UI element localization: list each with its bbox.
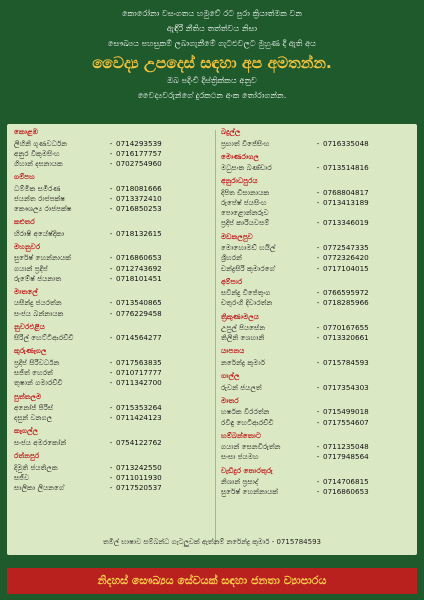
doctor-name: දසුන් වනගල: [14, 413, 53, 423]
separator-dash: -: [316, 198, 320, 208]
doctor-name: පොළොන්නරුව: [221, 208, 269, 218]
doctor-name: දිපිත ඩිසානායක: [221, 187, 270, 197]
doctor-name: ගයාන් සෙනවිරුත්න: [221, 442, 281, 452]
doctor-row: [14, 184, 212, 194]
district-heading: කුරුණෑගල: [14, 346, 47, 356]
district-heading: මහනුවර: [14, 241, 41, 251]
separator-dash: -: [109, 462, 113, 472]
phone-number[interactable]: 0715784593: [323, 357, 369, 367]
phone-number[interactable]: 0713242550: [116, 462, 162, 472]
separator-dash: -: [316, 357, 320, 367]
separator-dash: -: [109, 193, 113, 203]
district-heading: පුත්තලම: [14, 391, 42, 401]
header-line-3: සෞඛ්‍යය පහසුකම් ලබාගැනීමේ ගැටළුවලට මුහුණ දී ඇති අය: [107, 38, 317, 48]
main-title: වෛද්‍ය උපදෙස් සඳහා අප අමතන්න.: [92, 54, 332, 72]
phone-number[interactable]: 0718081666: [116, 183, 162, 193]
doctor-row: [221, 253, 415, 263]
phone-number[interactable]: 0754122762: [116, 437, 162, 447]
doctor-row: [14, 298, 212, 308]
doctor-name: ප්‍රදීප් සිරිවර්ධන: [14, 357, 60, 367]
separator-dash: -: [109, 368, 113, 378]
phone-number[interactable]: 0716335048: [323, 138, 369, 148]
phone-number[interactable]: 0711342700: [116, 378, 162, 388]
doctor-row: [221, 358, 415, 368]
doctor-name: යසීන්දු ජයරත්න: [14, 298, 62, 308]
separator-dash: -: [109, 273, 113, 283]
doctor-row: [221, 139, 415, 149]
header-line-5: ඔබ පදිංචි දිස්ත්‍රික්කය අනුව: [167, 75, 257, 85]
phone-number[interactable]: 0768804817: [323, 187, 369, 197]
footer-banner: නිදහස් සෞඛ්‍යය සේවයක් සඳහා ජනතා ව්‍යාපාරය: [7, 568, 417, 594]
district-heading: කොළඹ: [14, 127, 38, 136]
phone-number[interactable]: 0713514816: [323, 163, 369, 173]
separator-dash: -: [109, 413, 113, 423]
footer: [0, 555, 424, 600]
doctor-name: ගිහාන් දසනායක: [14, 158, 63, 168]
separator-dash: -: [109, 482, 113, 492]
separator-dash: -: [316, 163, 320, 173]
district-heading: යාපනය: [221, 346, 245, 356]
doctor-name: මධුසංක බණ්ඩාර: [221, 163, 272, 173]
phone-number[interactable]: 0716860653: [323, 487, 369, 497]
doctor-name: ප්‍රදීප් කාරියවසම්: [221, 218, 270, 228]
phone-number[interactable]: 0713346019: [323, 218, 369, 228]
doctor-row: [14, 194, 212, 204]
phone-number[interactable]: 0718132615: [116, 228, 162, 238]
doctor-row: [221, 452, 415, 462]
phone-number[interactable]: 0713413189: [323, 198, 369, 208]
doctor-name: නිශාන් ප්‍රසාද්: [221, 477, 259, 487]
phone-number[interactable]: 0766595972: [323, 288, 369, 298]
phone-number[interactable]: 0715499018: [323, 407, 369, 417]
phone-number[interactable]: 0716177757: [116, 148, 162, 158]
separator-dash: -: [316, 477, 320, 487]
doctor-name: කෞශල්‍ය රාජපක්ෂ: [14, 203, 72, 213]
doctor-name: සුරේෂ් හෙන්නායක්: [221, 487, 279, 497]
doctor-row: [14, 483, 212, 493]
separator-dash: -: [109, 203, 113, 213]
doctor-name: සංසා ජයමහ: [221, 452, 259, 462]
doctor-row: [221, 442, 415, 452]
doctor-row: [14, 159, 212, 169]
phone-number[interactable]: 0717104015: [323, 263, 369, 273]
doctor-row: [14, 333, 212, 343]
doctor-name: නරේන්ද්‍ර කුමාර්: [221, 357, 266, 367]
phone-number[interactable]: 0713372410: [116, 193, 162, 203]
phone-number[interactable]: 0770167655: [323, 323, 369, 333]
doctor-name: චන්ද්‍රසිරි කුමාරගේ: [221, 263, 275, 273]
phone-number[interactable]: 0776229458: [116, 308, 162, 318]
doctor-name: අනුර විකුමසිංහ: [14, 148, 60, 158]
separator-dash: -: [109, 403, 113, 412]
doctor-name: උපුල් පියසේන: [221, 323, 266, 333]
separator-dash: -: [316, 243, 320, 253]
phone-number[interactable]: 0714293539: [116, 138, 162, 148]
doctor-row: [221, 243, 415, 253]
header-line-2: ඇඳිරි නීතිය තත්ත්වය නිසා: [166, 23, 258, 33]
separator-dash: [313, 208, 323, 218]
doctor-name: තිලිනි ශෙහානි: [221, 333, 265, 343]
doctor-name: තුෂාන් ගමාරච්චි: [14, 378, 63, 388]
district-heading: බදුල්ල: [221, 127, 241, 136]
district-heading: නුවරඑළිය: [14, 321, 45, 331]
doctor-name: චතුරංගි දිවාරත්න: [221, 298, 273, 308]
district-heading: කෑගල්ල: [14, 426, 38, 436]
doctor-name: අනෝජ් පීරිස්: [14, 403, 54, 412]
separator-dash: -: [109, 253, 113, 263]
separator-dash: -: [316, 452, 320, 462]
district-heading: අනුරාධපුරය: [221, 176, 258, 186]
doctor-name: දිමුති ජයතිලක: [14, 462, 58, 472]
doctor-name: ලිහිනි ගුණවර්ධන: [14, 138, 68, 148]
doctor-name: සාලිකා ලියනගේ: [14, 482, 65, 492]
doctor-row: [221, 218, 415, 228]
phone-number[interactable]: 0711424123: [116, 413, 162, 423]
district-heading: මාතර: [221, 395, 239, 405]
separator-dash: -: [316, 298, 320, 308]
phone-number[interactable]: 0714564277: [116, 333, 162, 343]
phone-number[interactable]: 0717563835: [116, 357, 162, 367]
separator-dash: -: [109, 228, 113, 238]
doctor-row: [14, 309, 212, 319]
district-heading: මඩකලපුව: [221, 231, 253, 241]
doctor-name: සංජය බන්නායක: [14, 308, 64, 318]
doctor-name: ජයන්ත රාජපක්ෂ: [14, 193, 66, 203]
phone-number[interactable]: 0711235048: [323, 442, 369, 452]
phone-number[interactable]: 0717520537: [116, 482, 162, 492]
separator-dash: -: [316, 407, 320, 417]
district-heading: හම්බන්තොට: [221, 430, 262, 440]
header-line-1: කොරෝනා වසංගතය හමුවේ රට පුරා ක්‍රියාත්මක වන: [121, 8, 303, 18]
separator-dash: -: [316, 138, 320, 148]
phone-number[interactable]: 0710717777: [116, 368, 162, 378]
doctor-row: [14, 403, 212, 413]
doctor-row: [14, 413, 212, 423]
doctor-row: [221, 163, 415, 173]
doctor-name: සවින්දු විජේතුංග: [221, 288, 271, 298]
doctor-name: සජීව: [14, 472, 30, 482]
doctor-name: රුපේෂ් ජයසිංහ: [221, 198, 267, 208]
district-heading: වැඩිදුර තොරතුරු: [221, 465, 273, 475]
separator-dash: -: [316, 263, 320, 273]
district-heading: මාතලේ: [14, 286, 38, 296]
doctor-row: [221, 418, 415, 428]
doctor-row: [14, 463, 212, 473]
doctor-row: [14, 139, 212, 149]
separator-dash: -: [109, 437, 113, 447]
separator-dash: -: [109, 183, 113, 193]
phone-number[interactable]: [323, 208, 415, 218]
doctor-row: [221, 188, 415, 198]
separator-dash: -: [109, 148, 113, 158]
phone-number[interactable]: 0717554607: [323, 417, 369, 427]
phone-number[interactable]: 0714706815: [323, 477, 369, 487]
district-heading: කළුතර: [14, 217, 35, 227]
doctor-name: හර්ෂක වීරරත්න: [221, 407, 270, 417]
doctor-row: [14, 358, 212, 368]
doctor-row: [14, 229, 212, 239]
separator-dash: -: [109, 378, 113, 388]
separator-dash: -: [316, 288, 320, 298]
separator-dash: -: [109, 138, 113, 148]
doctor-row: [14, 378, 212, 388]
phone-number[interactable]: 0713540865: [116, 298, 162, 308]
doctor-name: මොහොමඩ් හයිල්: [221, 243, 276, 253]
doctor-row: [221, 407, 415, 417]
doctor-name: සංජය අමරකෝන්: [14, 437, 67, 447]
separator-dash: -: [316, 323, 320, 333]
district-heading: අම්පාර: [221, 276, 243, 286]
left-column: [14, 124, 212, 493]
separator-dash: -: [316, 253, 320, 263]
doctor-name: රුමේෂ් ජයනාත: [14, 273, 62, 283]
separator-dash: -: [316, 187, 320, 197]
doctor-row: [221, 208, 415, 218]
doctor-name: රුවන් ජයලත්: [221, 382, 262, 392]
phone-number[interactable]: 0717354303: [323, 382, 369, 392]
column-divider: [215, 130, 216, 545]
doctor-row: [221, 288, 415, 298]
separator-dash: -: [316, 333, 320, 343]
header-line-6: වෛද්‍යවරුන්ගේ දුරකථන අංක තෝරාගන්න.: [137, 90, 287, 100]
doctor-row: [221, 477, 415, 487]
doctor-row: [221, 383, 415, 393]
separator-dash: -: [316, 442, 320, 452]
separator-dash: -: [109, 298, 113, 308]
phone-number[interactable]: 0713320661: [323, 333, 369, 343]
district-heading: ගම්පහ: [14, 172, 35, 182]
separator-dash: -: [109, 472, 113, 482]
phone-number[interactable]: 0772547335: [323, 243, 369, 253]
doctor-name: ප්‍රභාත් විජේසිංහ: [221, 138, 270, 148]
doctor-name: සිරිල් හෙට්ටිආරච්චි: [14, 333, 74, 343]
doctor-row: [14, 473, 212, 483]
doctor-row: [14, 204, 212, 214]
district-heading: ත්‍රිකුණාමලය: [221, 311, 259, 321]
phone-number[interactable]: 0772326420: [323, 253, 369, 263]
doctor-row: [221, 487, 415, 497]
doctor-row: [14, 264, 212, 274]
doctor-name: හිරාෂි අයේෂ්දිකා: [14, 228, 65, 238]
separator-dash: -: [109, 333, 113, 343]
doctor-name: සුරේෂ් හෙන්නායක්: [14, 253, 72, 263]
doctor-name: රවිඳු හෙටිආරච්චි: [221, 417, 274, 427]
separator-dash: -: [316, 382, 320, 392]
phone-number[interactable]: 0711011930: [116, 472, 162, 482]
phone-number[interactable]: 0717948564: [323, 452, 369, 462]
separator-dash: -: [316, 218, 320, 228]
phone-number[interactable]: 0718285966: [323, 298, 369, 308]
doctor-row: [221, 333, 415, 343]
separator-dash: -: [109, 263, 113, 273]
separator-dash: -: [316, 487, 320, 497]
directory-panel: [7, 124, 417, 555]
doctor-row: [14, 253, 212, 263]
doctor-row: [221, 298, 415, 308]
phone-number[interactable]: 0702754960: [116, 158, 162, 168]
district-heading: ගාල්ල: [221, 371, 240, 381]
doctor-row: [14, 438, 212, 448]
doctor-row: [221, 323, 415, 333]
separator-dash: -: [316, 417, 320, 427]
phone-number[interactable]: 0716850253: [116, 203, 162, 213]
separator-dash: -: [109, 158, 113, 168]
doctor-row: [221, 198, 415, 208]
separator-dash: -: [109, 308, 113, 318]
doctor-name: ධම්මික සමිරණ: [14, 183, 61, 193]
doctor-name: සජිත් හෙරත්: [14, 368, 53, 378]
separator-dash: -: [109, 357, 113, 367]
phone-number[interactable]: 0718101451: [116, 273, 162, 283]
doctor-name: ශ්‍රීහරන්: [221, 253, 242, 263]
doctor-row: [14, 274, 212, 284]
header: [0, 0, 424, 124]
doctor-row: [14, 149, 212, 159]
doctor-row: [221, 264, 415, 274]
right-column: [221, 124, 415, 497]
phone-number[interactable]: 0716860653: [116, 253, 162, 263]
doctor-row: [14, 368, 212, 378]
contact-line: තමිල් භාෂාව සම්බන්ධ ගැටලුවක් ඇත්නම් නරේන්ද්‍ර කුමාර් - 0715784593: [103, 538, 321, 546]
district-heading: මොණරාගල: [221, 151, 259, 161]
district-heading: රත්නපුර: [14, 451, 40, 461]
phone-number[interactable]: 0715353264: [116, 403, 162, 412]
phone-number[interactable]: 0712743692: [116, 263, 162, 273]
doctor-name: ගයාන් ප්‍රදීප්: [14, 263, 48, 273]
